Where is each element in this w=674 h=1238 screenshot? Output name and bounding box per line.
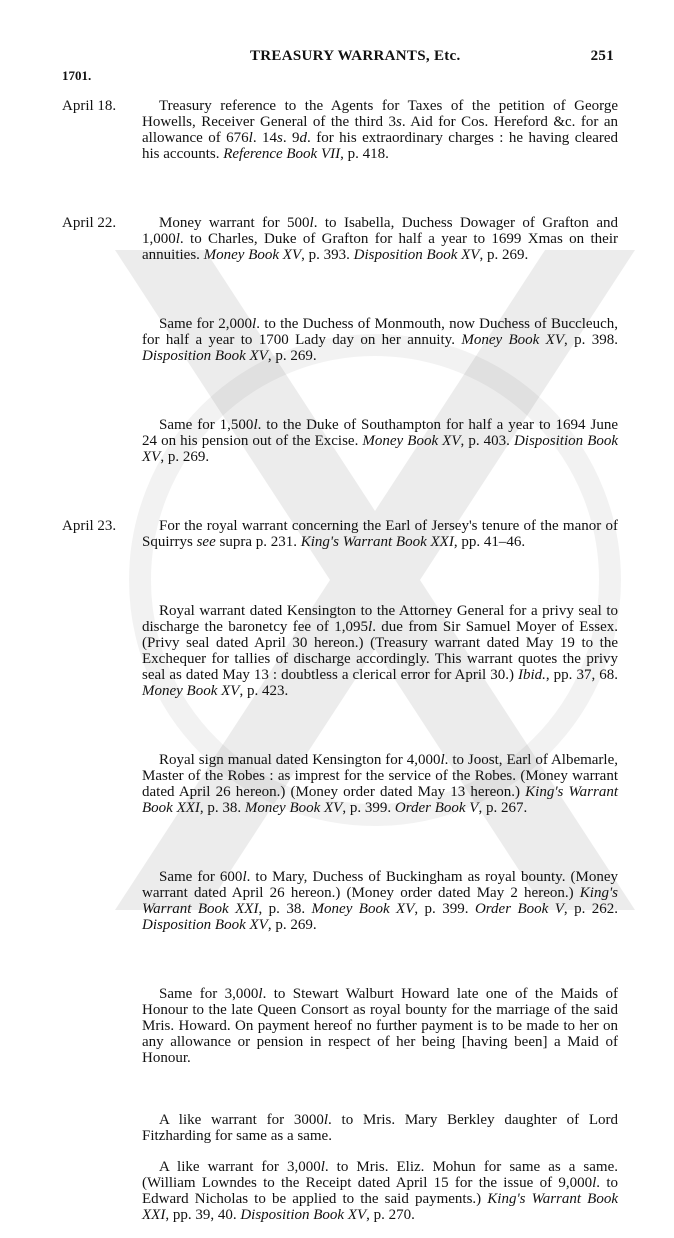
entry-paragraph xyxy=(142,1159,618,1223)
italic-reference: l xyxy=(242,869,247,885)
italic-reference: l xyxy=(248,130,253,146)
text-run: . to the Duke of Southampton for half a year to 1694 June 24 on his pension out of the Excise. xyxy=(142,417,618,449)
italic-reference: Order Book V xyxy=(474,901,564,917)
text-run: . to Joost, Earl of Albemarle, Master of the Robes : as imprest for the service of the Robes. (Money warrant dated April 26 hereon.) (Money order dated May 13 hereon.) xyxy=(142,752,619,800)
text-run: Royal sign manual dated Kensington for 4,000 xyxy=(159,752,441,768)
text-run: A like warrant for 3000 xyxy=(159,1112,324,1128)
text-run: . 14 xyxy=(252,130,278,146)
text-run: . to Edward Nicholas to be applied to the said payments.) xyxy=(142,1175,618,1207)
italic-reference: Order Book V xyxy=(394,800,479,816)
entry-paragraph xyxy=(142,316,618,364)
italic-reference: Money Book XV xyxy=(311,901,415,917)
italic-reference: l xyxy=(252,316,257,332)
italic-reference: King's Warrant Book XXI xyxy=(300,534,454,550)
text-run: . to the Duchess of Monmouth, now Duchess of Buccleuch, for half a year to 1700 Lady day on her annuity. xyxy=(142,316,619,348)
italic-reference: Money Book XV xyxy=(203,247,302,263)
text-run: . Aid for Cos. Hereford &c. for an allowance of 676 xyxy=(142,114,618,146)
italic-reference: Disposition Book XV xyxy=(240,1207,367,1223)
entry-paragraph xyxy=(142,869,618,933)
italic-reference: l xyxy=(309,215,314,231)
page-number: 251 xyxy=(590,48,614,64)
text-run: , p. 269. xyxy=(160,449,210,465)
text-run: , pp. 37, 68. xyxy=(545,667,618,683)
entry-date: April 23. xyxy=(62,518,117,534)
text-run: . to Mary, Duchess of Buckingham as royal bounty. (Money warrant dated April 26 hereon.) (Money order dated May 2 hereon.) xyxy=(142,869,619,901)
text-run: Same for 1,500 xyxy=(159,417,254,433)
text-run: , pp. 41–46. xyxy=(453,534,526,550)
text-run: , p. 393. xyxy=(301,247,354,263)
italic-reference: s xyxy=(395,114,402,130)
italic-reference: l xyxy=(440,752,445,768)
text-run: , p. 269. xyxy=(267,348,317,364)
italic-reference: l xyxy=(320,1159,325,1175)
entry xyxy=(62,518,618,1223)
italic-reference: Money Book XV xyxy=(142,683,240,699)
italic-reference: Ibid. xyxy=(517,667,546,683)
text-run: . due from Sir Samuel Moyer of Essex. (Privy seal dated April 30 hereon.) (Treasury warrant dated May 19 to the Exchequer for tallies of discharge accordingly. This warrant quotes the privy seal as dated May 13 : doubtless a clerical error for April 30.) xyxy=(142,619,618,683)
text-run: , p. 399. xyxy=(342,800,395,816)
text-run: , p. 262. xyxy=(563,901,619,917)
entry-date: April 18. xyxy=(62,98,117,114)
italic-reference: l xyxy=(368,619,373,635)
text-run: , p. 267. xyxy=(478,800,528,816)
italic-reference: Money Book XV xyxy=(461,332,565,348)
text-run: . to Charles, Duke of Grafton for half a year to 1699 Xmas on their annuities. xyxy=(142,231,618,263)
text-run: For the royal warrant concerning the Earl of Jersey's tenure of the manor of Squirrys xyxy=(142,518,618,550)
text-run: Same for 3,000 xyxy=(159,986,259,1002)
text-run: , p. 403. xyxy=(460,433,514,449)
italic-reference: l xyxy=(175,231,180,247)
text-run: . to Mris. Mary Berkley daughter of Lord Fitzharding for same as a same. xyxy=(142,1112,618,1144)
text-run: , p. 418. xyxy=(340,146,389,162)
text-run: , p. 423. xyxy=(239,683,289,699)
entry xyxy=(62,98,618,162)
italic-reference: see xyxy=(196,534,216,550)
text-run: , p. 398. xyxy=(564,332,618,348)
text-run: . to Isabella, Duchess Dowager of Grafton and 1,000 xyxy=(142,215,618,247)
entry-paragraph xyxy=(142,603,618,699)
text-run: . to Stewart Walburt Howard late one of the Maids of Honour to the late Queen Consort as royal bounty for the marriage of the said Mris. Howard. On payment hereof no further payment is to be made to her on any allowance or pension in respect of her being [having been] a Maid of Honour. xyxy=(142,986,618,1066)
italic-reference: Disposition Book XV xyxy=(353,247,480,263)
italic-reference: l xyxy=(592,1175,597,1191)
entry-paragraph xyxy=(142,215,618,263)
entry-paragraph xyxy=(142,1112,618,1144)
entry-paragraph xyxy=(142,986,618,1066)
italic-reference: King's Warrant Book XXI xyxy=(142,885,618,917)
running-header xyxy=(62,48,616,70)
italic-reference: s xyxy=(277,130,283,146)
text-run: A like warrant for 3,000 xyxy=(159,1159,321,1175)
entry xyxy=(62,215,618,465)
text-run: . 9 xyxy=(282,130,300,146)
text-run: , p. 269. xyxy=(267,917,317,933)
text-run: , pp. 39, 40. xyxy=(165,1207,241,1223)
entries-list xyxy=(62,83,618,1238)
italic-reference: d xyxy=(299,130,308,146)
entry-paragraph xyxy=(142,417,618,465)
text-run: . to Mris. Eliz. Mohun for same as a same. (William Lowndes to the Receipt dated April 15 for the issue of 9,000 xyxy=(142,1159,619,1191)
text-run: Same for 2,000 xyxy=(159,316,253,332)
text-run: supra p. 231. xyxy=(215,534,301,550)
text-run: . for his extraordinary charges : he having cleared his accounts. xyxy=(142,130,619,162)
italic-reference: Money Book XV xyxy=(362,433,461,449)
entry-date: April 22. xyxy=(62,215,117,231)
text-run: Same for 600 xyxy=(159,869,243,885)
italic-reference: Disposition Book XV xyxy=(142,917,268,933)
entry-paragraph xyxy=(142,518,618,550)
text-run: , p. 269. xyxy=(479,247,529,263)
italic-reference: King's Warrant Book XXI xyxy=(142,1191,618,1223)
text-run: , p. 399. xyxy=(414,901,475,917)
italic-reference: Disposition Book XV xyxy=(142,433,619,465)
italic-reference: King's Warrant Book XXI xyxy=(142,784,618,816)
text-run: , p. 38. xyxy=(199,800,245,816)
text-run: , p. 270. xyxy=(366,1207,415,1223)
italic-reference: l xyxy=(253,417,258,433)
running-title: TREASURY WARRANTS, Etc. xyxy=(250,48,461,64)
entry-paragraph xyxy=(142,752,618,816)
italic-reference: l xyxy=(258,986,263,1002)
text-run: Royal warrant dated Kensington to the Attorney General for a privy seal to discharge the baronetcy fee of 1,095 xyxy=(142,603,618,635)
italic-reference: Disposition Book XV xyxy=(142,348,268,364)
italic-reference: l xyxy=(323,1112,329,1128)
year-label: 1701. xyxy=(62,68,92,83)
italic-reference: Money Book XV xyxy=(244,800,343,816)
text-run: Money warrant for 500 xyxy=(159,215,310,231)
text-run: , p. 38. xyxy=(258,901,312,917)
entry-paragraph xyxy=(142,98,618,162)
italic-reference: Reference Book VII xyxy=(223,146,341,162)
text-run: Treasury reference to the Agents for Taxes of the petition of George Howells, Receiver General of the third 3 xyxy=(142,98,618,130)
